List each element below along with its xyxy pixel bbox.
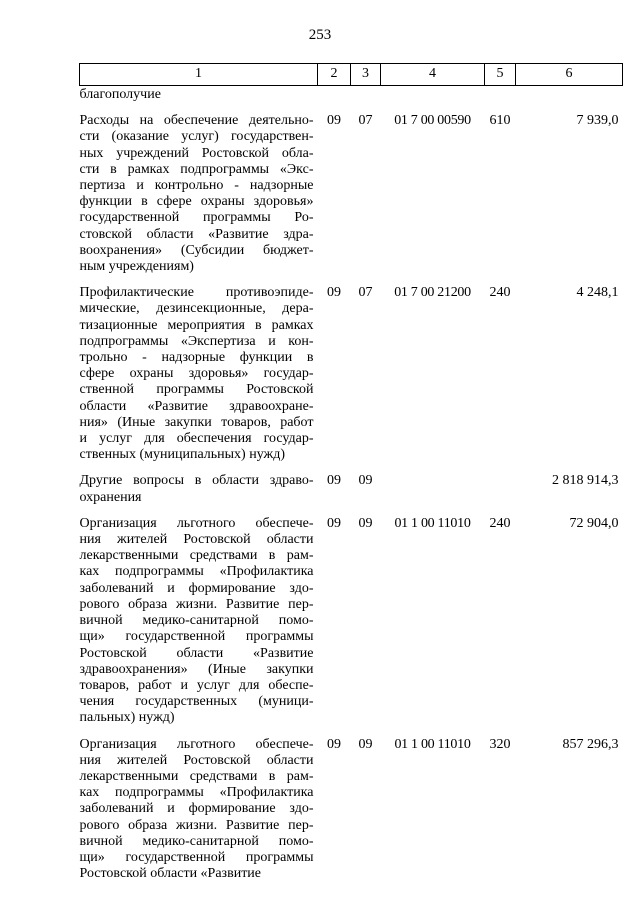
description-line: ках подпрограммы «Профилактика <box>79 564 314 580</box>
description-line: Организация льготного обеспече- <box>79 515 314 531</box>
description-line: сфере охраны здоровья» государ- <box>79 366 314 382</box>
description-line: сти (оказание услуг) государствен- <box>79 129 314 145</box>
table-body <box>80 86 623 883</box>
target-article-code: 01 1 00 11010 <box>394 736 471 752</box>
target-article-code <box>381 86 485 104</box>
row-description <box>80 86 318 104</box>
row-description <box>80 727 318 883</box>
subsection-code: 09 <box>358 736 373 752</box>
row-description <box>80 103 318 275</box>
section-code: 09 <box>327 113 341 129</box>
column-header: 1 <box>80 64 318 86</box>
description-line: трольно - надзорные функции в <box>79 350 314 366</box>
description-line: ных учреждений Ростовской обла- <box>79 145 314 161</box>
description-line: лекарственными средствами в рам- <box>79 768 314 784</box>
table-row <box>80 103 623 275</box>
description-line: ния жителей Ростовской области <box>79 752 314 768</box>
subsection-code: 07 <box>358 113 373 129</box>
section-code: 09 <box>327 515 341 531</box>
description-line: пертиза и контрольно - надзорные <box>79 178 314 194</box>
description-line: пальных) нужд) <box>79 710 175 726</box>
amount-value <box>516 86 623 104</box>
subsection-code: 07 <box>358 285 373 301</box>
target-article-code: 01 1 00 11010 <box>394 515 471 531</box>
column-header: 5 <box>485 64 516 86</box>
description-line: мические, дезинсекционные, дера- <box>79 301 314 317</box>
table-row <box>80 275 623 463</box>
expense-type-code <box>485 86 516 104</box>
expense-type-code: 240 <box>489 285 511 301</box>
budget-table <box>79 63 623 882</box>
page-number: 253 <box>308 27 332 43</box>
description-line: ным учреждениям) <box>79 259 194 275</box>
description-line: ния» (Иные закупки товаров, работ <box>79 414 314 430</box>
description-line: государственной программы Ро- <box>79 210 314 226</box>
description-line: благополучие <box>79 87 161 102</box>
amount-value: 2 818 914,3 <box>552 473 619 489</box>
section-code <box>318 86 351 104</box>
description-line: сти в рамках подпрограммы «Экс- <box>79 161 314 177</box>
expense-type-code: 320 <box>489 736 511 752</box>
description-line: ственных (муниципальных) нужд) <box>79 447 285 463</box>
description-line: здравоохранения» (Иные закупки <box>79 661 314 677</box>
expense-type-code: 240 <box>489 515 511 531</box>
column-header: 3 <box>351 64 381 86</box>
description-line: ния жителей Ростовской области <box>79 532 314 548</box>
column-header: 6 <box>516 64 623 86</box>
description-line: подпрограммы «Экспертиза и кон- <box>79 333 314 349</box>
section-code: 09 <box>327 473 341 489</box>
row-description <box>80 275 318 463</box>
column-header: 4 <box>381 64 485 86</box>
description-line: тизационные мероприятия в рамках <box>79 317 314 333</box>
description-line: функции в сфере охраны здоровья» <box>79 194 314 210</box>
row-description <box>80 463 318 505</box>
subsection-code <box>351 86 381 104</box>
subsection-code: 09 <box>358 473 373 489</box>
description-line: щи» государственной программы <box>79 629 314 645</box>
table-row <box>80 727 623 883</box>
section-code: 09 <box>327 285 341 301</box>
table-header-row <box>80 64 623 86</box>
description-line: Организация льготного обеспече- <box>79 736 314 752</box>
description-line: и услуг для обеспечения государ- <box>79 431 314 447</box>
description-line: области «Развитие здравоохране- <box>79 398 314 414</box>
subsection-code: 09 <box>358 515 373 531</box>
description-line: рового образа жизни. Развитие пер- <box>79 817 314 833</box>
amount-value: 857 296,3 <box>562 736 619 752</box>
description-line: щи» государственной программы <box>79 849 314 865</box>
expense-type-code <box>485 463 516 505</box>
description-line: Другие вопросы в области здраво- <box>79 473 314 489</box>
description-line: охранения <box>79 489 142 505</box>
description-line: рового образа жизни. Развитие пер- <box>79 596 314 612</box>
target-article-code <box>381 463 485 505</box>
description-line: заболеваний и формирование здо- <box>79 801 314 817</box>
description-line: Расходы на обеспечение деятельно- <box>79 113 314 129</box>
table-row <box>80 86 623 104</box>
description-line: Ростовской области «Развитие <box>79 866 262 882</box>
column-header: 2 <box>318 64 351 86</box>
description-line: ках подпрограммы «Профилактика <box>79 785 314 801</box>
description-line: заболеваний и формирование здо- <box>79 580 314 596</box>
description-line: воохранения» (Субсидии бюджет- <box>79 242 314 258</box>
target-article-code: 01 7 00 21200 <box>394 285 471 301</box>
section-code: 09 <box>327 736 341 752</box>
amount-value: 4 248,1 <box>576 285 619 301</box>
description-line: товаров, работ и услуг для обеспе- <box>79 677 314 693</box>
target-article-code: 01 7 00 00590 <box>394 113 471 129</box>
amount-value: 7 939,0 <box>576 113 619 129</box>
expense-type-code: 610 <box>489 113 511 129</box>
description-line: ственной программы Ростовской <box>79 382 314 398</box>
description-line: чения государственных (муници- <box>79 694 314 710</box>
description-line: вичной медико-санитарной помо- <box>79 833 314 849</box>
description-line: стовской области «Развитие здра- <box>79 226 314 242</box>
description-line: Профилактические противоэпиде- <box>79 285 314 301</box>
table-row <box>80 506 623 727</box>
description-line: Ростовской области «Развитие <box>79 645 314 661</box>
amount-value: 72 904,0 <box>569 515 619 531</box>
description-line: вичной медико-санитарной помо- <box>79 613 314 629</box>
table-row <box>80 463 623 505</box>
row-description <box>80 506 318 727</box>
description-line: лекарственными средствами в рам- <box>79 548 314 564</box>
